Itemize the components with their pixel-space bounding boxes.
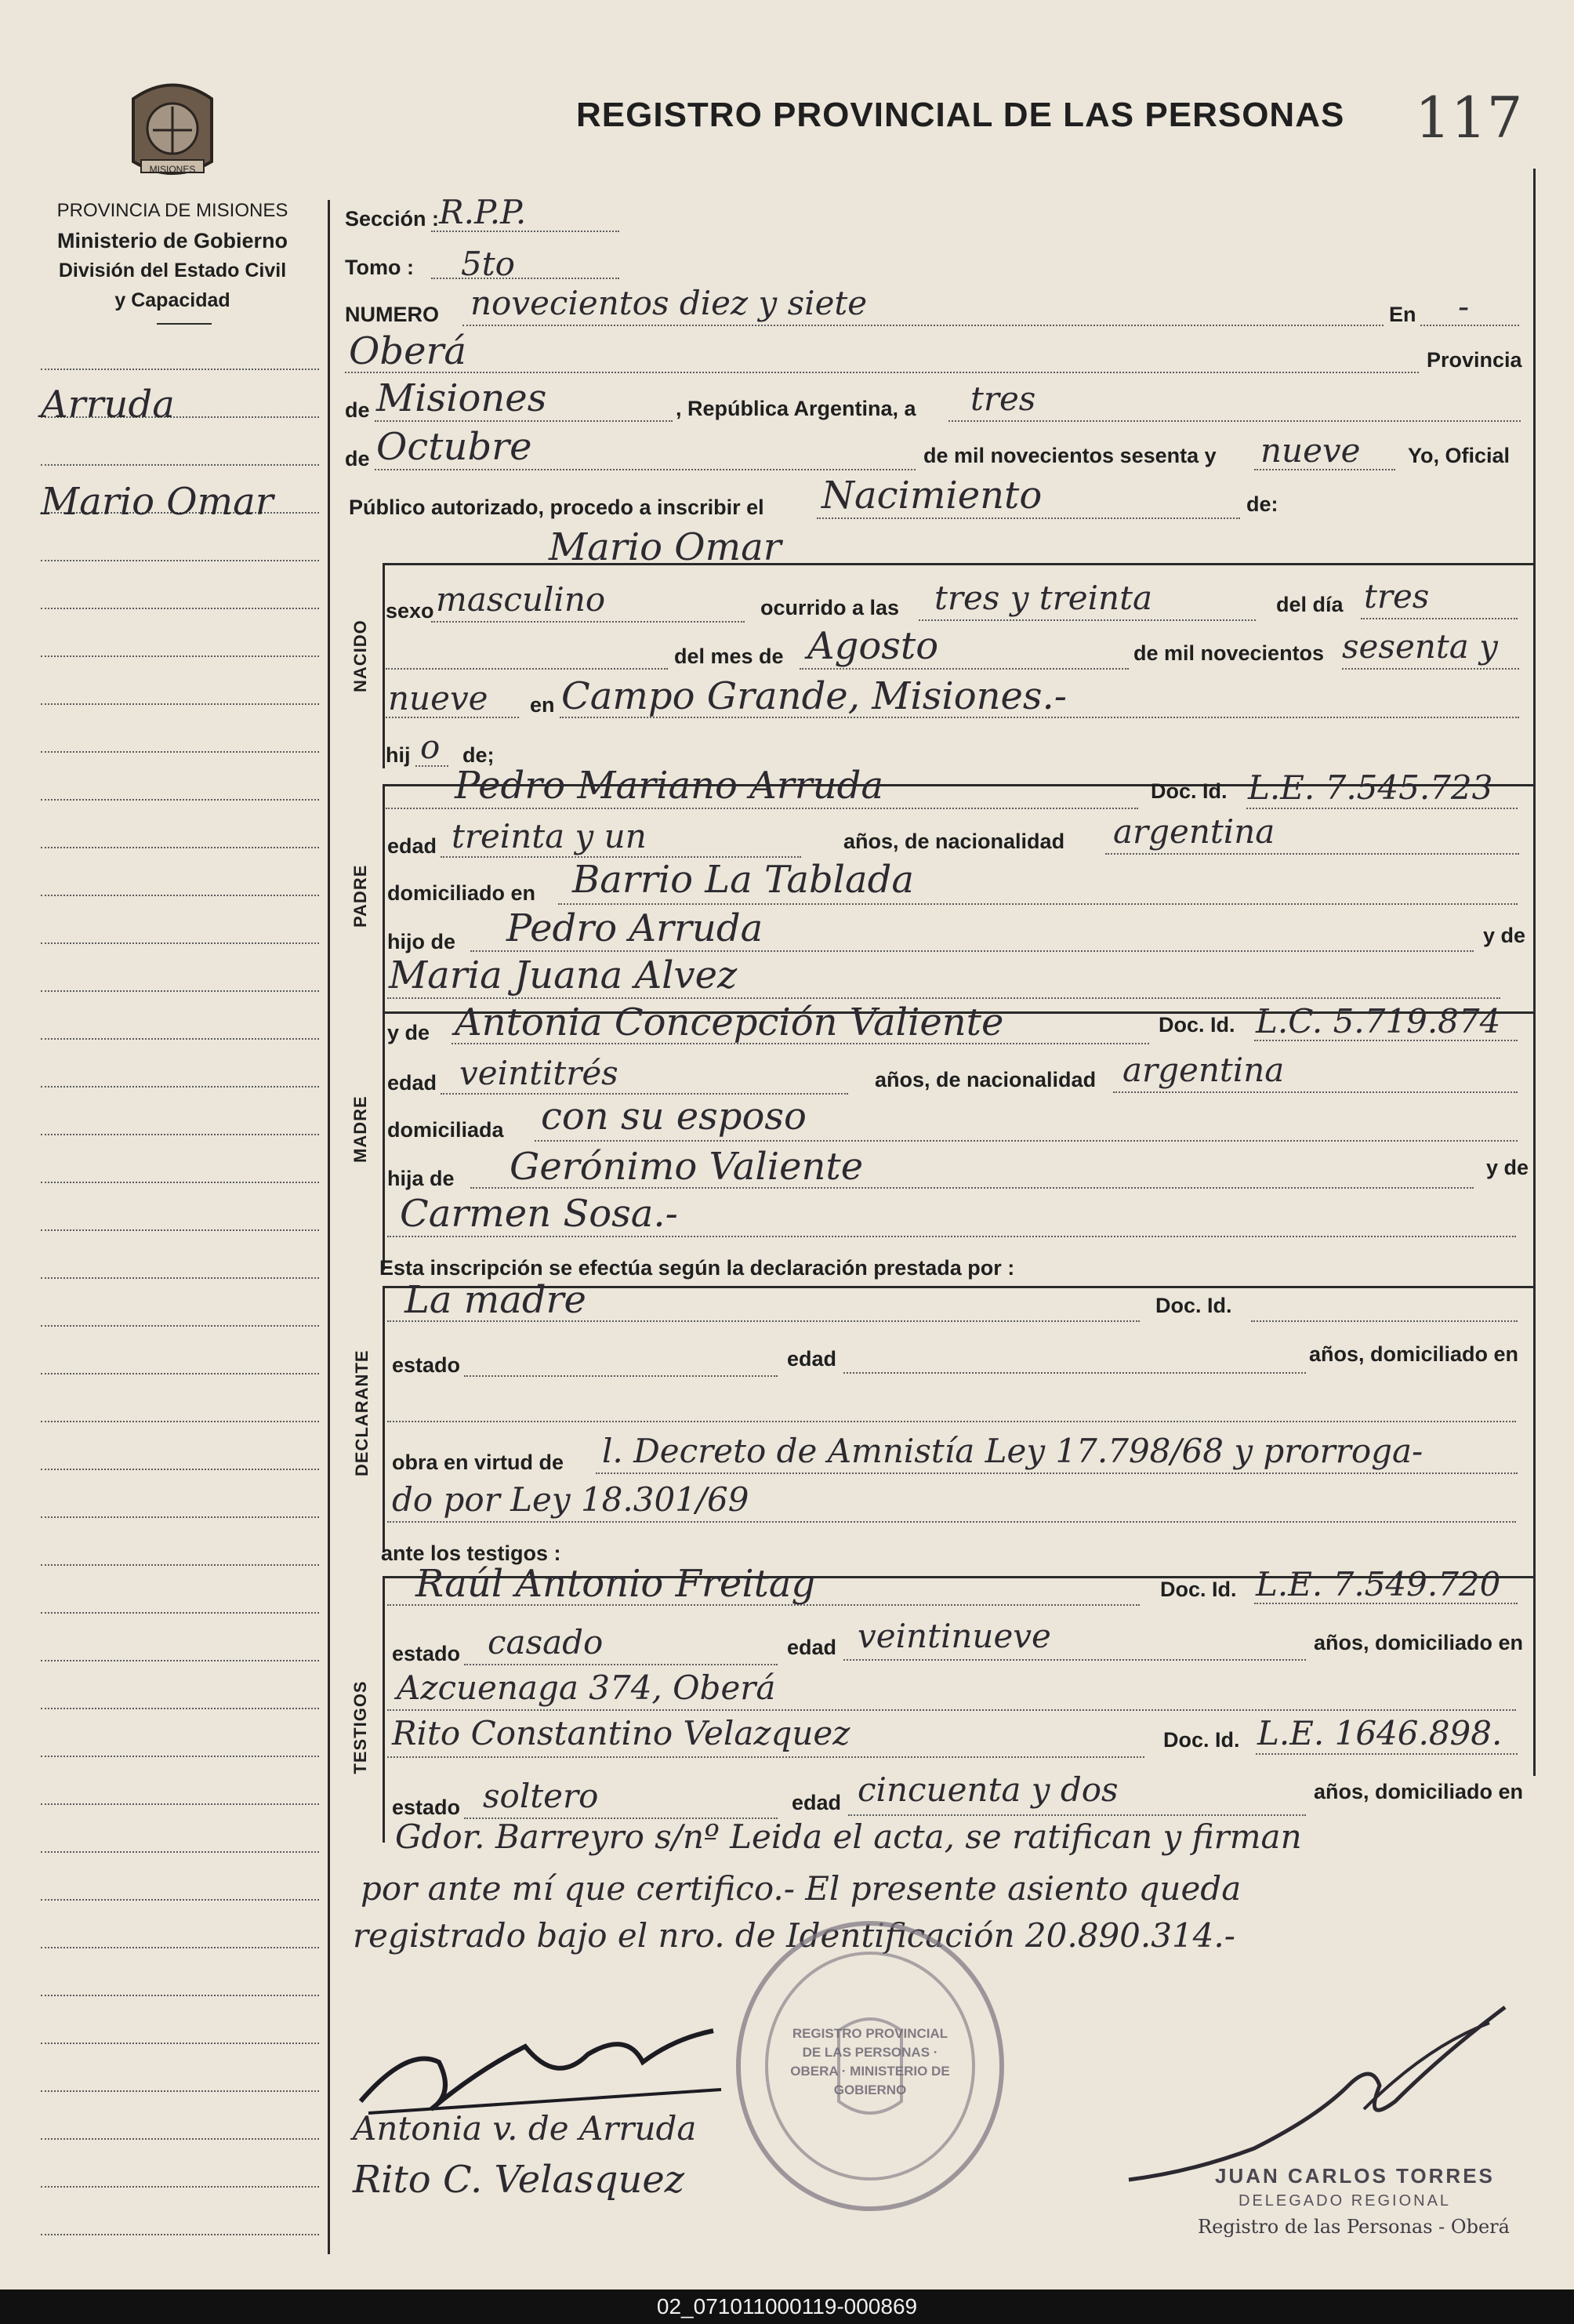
de-mil-label: de mil novecientos sesenta y: [923, 444, 1217, 467]
hijo-tipo-value: o: [420, 728, 441, 766]
margin-dotted-line: [41, 1708, 319, 1709]
del-mes-label: del mes de: [674, 645, 784, 668]
margin-dotted-line: [41, 2043, 319, 2044]
margin-dotted-line: [41, 1325, 319, 1327]
anio-nac-1-value: sesenta y: [1342, 627, 1498, 666]
margin-dotted-line: [41, 1373, 319, 1374]
padre-hijo-de-label: hijo de: [387, 930, 455, 953]
madre-dom-value: con su esposo: [541, 1095, 807, 1138]
padre-y-de-label: y de: [1483, 924, 1526, 947]
nombre-value: Mario Omar: [549, 525, 782, 569]
republica-label: , República Argentina, a: [676, 397, 916, 420]
abuelo-paterno-value: Pedro Arruda: [506, 906, 763, 950]
madre-anos-label: años, de nacionalidad: [875, 1068, 1097, 1091]
official-role: DELEGADO REGIONAL: [1239, 2192, 1452, 2210]
madre-dom-label: domiciliada: [387, 1118, 504, 1142]
margin-dotted-line: [41, 751, 319, 753]
page-title: REGISTRO PROVINCIAL DE LAS PERSONAS: [576, 96, 1345, 134]
testigo2-edad-label: edad: [792, 1791, 842, 1814]
margin-given-names: Mario Omar: [41, 480, 274, 524]
del-dia-label: del día: [1276, 593, 1344, 616]
tomo-value: 5to: [461, 245, 515, 283]
localidad-value: Oberá: [349, 329, 467, 373]
testigo2-estado-value: soltero: [483, 1777, 599, 1815]
institution-line4: y Capacidad: [114, 289, 230, 311]
image-id-footer: 02_071011000119-000869: [0, 2290, 1574, 2324]
margin-dotted-line: [41, 895, 319, 896]
anio-value: nueve: [1260, 431, 1361, 470]
padre-anos-label: años, de nacionalidad: [843, 830, 1065, 853]
testigo2-doc-value: L.E. 1646.898.: [1257, 1714, 1503, 1752]
acto-value: Nacimiento: [821, 474, 1043, 517]
margin-dotted-line: [41, 942, 319, 944]
de-mil-nov-label: de mil novecientos: [1133, 641, 1325, 665]
tomo-label: Tomo :: [345, 256, 414, 279]
padre-label: PADRE: [350, 864, 370, 928]
margin-dotted-line: [41, 1038, 319, 1040]
obra-label: obra en virtud de: [392, 1451, 564, 1474]
margin-dotted-line: [41, 2234, 319, 2235]
testigo1-estado-value: casado: [488, 1623, 604, 1661]
margin-dotted-line: [41, 703, 319, 705]
testigo1-dom-value: Azcuenaga 374, Oberá: [397, 1669, 776, 1707]
testigo1-edad-value: veintinueve: [858, 1617, 1051, 1655]
margin-dotted-line: [41, 1995, 319, 1996]
margin-dotted-line: [41, 1851, 319, 1853]
ocurrido-label: ocurrido a las: [760, 596, 900, 619]
mes-nac-value: Agosto: [807, 624, 939, 668]
sexo-value: masculino: [436, 580, 606, 619]
seccion-value: R.P.P.: [439, 193, 527, 231]
madre-hija-de-label: hija de: [387, 1167, 455, 1190]
dia-value: tres: [970, 379, 1036, 418]
margin-dotted-line: [41, 1421, 319, 1422]
provincia-value: Misiones: [376, 376, 547, 420]
padre-doc-label: Doc. Id.: [1151, 779, 1228, 803]
institution-line1: PROVINCIA DE MISIONES: [56, 200, 288, 221]
margin-dotted-line: [41, 1899, 319, 1901]
declarante-doc-label: Doc. Id.: [1155, 1294, 1232, 1317]
hora-value: tres y treinta: [934, 579, 1153, 617]
lugar-nac-value: Campo Grande, Misiones.-: [561, 674, 1068, 718]
numero-value: novecientos diez y siete: [470, 284, 868, 322]
seccion-label: Sección :: [345, 207, 440, 231]
margin-dotted-line: [41, 1277, 319, 1279]
ante-label: ante los testigos :: [381, 1541, 561, 1565]
testigo2-estado-label: estado: [392, 1796, 461, 1819]
margin-dotted-line: [41, 560, 319, 561]
padre-dom-label: domiciliado en: [387, 881, 536, 905]
testigo2-anos-label: años, domiciliado en: [1314, 1780, 1524, 1803]
padre-nombre-value: Pedro Mariano Arruda: [455, 764, 883, 808]
numero-label: NUMERO: [345, 303, 439, 326]
madre-edad-label: edad: [387, 1071, 437, 1095]
official-office: Registro de las Personas - Oberá: [1198, 2216, 1510, 2238]
abuela-paterna-value: Maria Juana Alvez: [389, 953, 738, 997]
padre-edad-value: treinta y un: [452, 817, 647, 855]
en2-label: en: [530, 693, 555, 717]
margin-dotted-line: [41, 1182, 319, 1183]
testigo1-estado-label: estado: [392, 1642, 461, 1665]
nacido-side-rule: [383, 563, 385, 768]
madre-y-de2-label: y de: [1486, 1156, 1529, 1179]
institution-block: [16, 196, 329, 315]
margin-dotted-line: [41, 655, 319, 657]
testigos-side-rule: [383, 1576, 385, 1843]
margin-dotted-line: [41, 1947, 319, 1948]
signature-arruda: Antonia v. de Arruda: [353, 2109, 697, 2148]
testigo1-anos-label: años, domiciliado en: [1314, 1631, 1524, 1654]
declarante-value: La madre: [404, 1278, 586, 1322]
padre-side-rule: [383, 784, 385, 1011]
declarante-estado-label: estado: [392, 1353, 461, 1377]
seal-text: MISIONES: [149, 164, 196, 175]
padre-edad-label: edad: [387, 834, 437, 858]
page-number: 117: [1415, 85, 1523, 151]
mes-value: Octubre: [376, 425, 532, 469]
madre-doc-label: Doc. Id.: [1159, 1013, 1235, 1037]
testigo2-doc-label: Doc. Id.: [1163, 1728, 1240, 1752]
margin-dotted-line: [41, 1469, 319, 1470]
margin-dotted-line: [41, 2090, 319, 2092]
madre-nac-value: argentina: [1122, 1051, 1285, 1089]
dia-nac-value: tres: [1364, 577, 1430, 615]
madre-y-de-label: y de: [387, 1021, 430, 1044]
sexo-label: sexo: [386, 599, 434, 623]
de-label: de: [345, 398, 370, 422]
left-margin-rule: [328, 200, 330, 2254]
nota-line-2: registrado bajo el nro. de Identificación 20.890.314.-: [353, 1916, 1235, 1955]
obra-value-1: l. Decreto de Amnistía Ley 17.798/68 y prorroga-: [602, 1432, 1423, 1470]
de2-label: de: [345, 447, 370, 470]
obra-value-2: do por Ley 18.301/69: [392, 1480, 749, 1519]
institution-line3: División del Estado Civil: [58, 260, 287, 281]
madre-side-rule: [383, 1011, 385, 1270]
signature-velasquez: Rito C. Velasquez: [353, 2158, 685, 2202]
provincia-label: Provincia: [1427, 348, 1522, 372]
round-stamp-text: REGISTRO PROVINCIAL DE LAS PERSONAS · OBERA · MINISTERIO DE GOBIERNO: [790, 2026, 950, 2097]
margin-dotted-line: [41, 1803, 319, 1805]
margin-dotted-line: [41, 2138, 319, 2140]
testigo1-doc-value: L.E. 7.549.720: [1256, 1565, 1501, 1603]
testigo2-edad-value: cincuenta y dos: [858, 1770, 1119, 1809]
margin-dotted-line: [41, 1516, 319, 1518]
padre-nac-value: argentina: [1113, 812, 1275, 851]
de-semi-label: de;: [462, 743, 495, 767]
hijo-label: hij: [386, 743, 411, 767]
margin-dotted-line: [41, 1086, 319, 1088]
abuela-materna-value: Carmen Sosa.-: [400, 1192, 678, 1236]
madre-nombre-value: Antonia Concepción Valiente: [455, 1000, 1004, 1044]
testigos-label: TESTIGOS: [350, 1680, 370, 1774]
margin-dotted-line: [41, 799, 319, 801]
margin-dotted-line: [41, 1564, 319, 1566]
anio-nac-2-value: nueve: [388, 679, 488, 717]
yo-oficial-label: Yo, Oficial: [1408, 444, 1511, 467]
nacido-label: NACIDO: [350, 619, 370, 692]
en-label: En: [1389, 303, 1416, 326]
en-value: -: [1458, 287, 1470, 325]
abuelo-materno-value: Gerónimo Valiente: [510, 1145, 864, 1189]
margin-dotted-line: [41, 1612, 319, 1614]
margin-dotted-line: [41, 464, 319, 466]
declarante-edad-label: edad: [787, 1347, 837, 1371]
declaracion-label: Esta inscripción se efectúa según la declaración prestada por :: [379, 1256, 1015, 1280]
de-colon-label: de:: [1246, 492, 1278, 516]
margin-dotted-line: [41, 369, 319, 370]
institution-divider: [157, 323, 212, 325]
padre-doc-value: L.E. 7.545.723: [1248, 768, 1493, 807]
testigo1-nombre-value: Raúl Antonio Freitag: [415, 1562, 816, 1606]
testigo2-dom-value: Gdor. Barreyro s/nº Leida el acta, se ratifican y firman: [395, 1817, 1302, 1856]
testigo2-nombre-value: Rito Constantino Velazquez: [392, 1714, 850, 1752]
declarante-label: DECLARANTE: [352, 1349, 372, 1476]
declarante-side-rule: [383, 1286, 385, 1552]
madre-label: MADRE: [350, 1095, 370, 1163]
right-margin-rule: [1533, 169, 1536, 1776]
nota-line-1: por ante mí que certifico.- El presente asiento queda: [361, 1869, 1242, 1908]
signature-freitag: [345, 2015, 753, 2125]
margin-dotted-line: [41, 1134, 319, 1135]
madre-doc-value: L.C. 5.719.874: [1256, 1002, 1501, 1040]
margin-dotted-line: [41, 1756, 319, 1757]
testigo1-edad-label: edad: [787, 1636, 837, 1659]
margin-dotted-line: [41, 608, 319, 609]
margin-dotted-line: [41, 2186, 319, 2188]
padre-dom-value: Barrio La Tablada: [572, 858, 914, 902]
testigo1-doc-label: Doc. Id.: [1160, 1578, 1237, 1601]
margin-surname: Arruda: [41, 383, 175, 427]
official-name: JUAN CARLOS TORRES: [1215, 2164, 1495, 2188]
institution-line2: Ministerio de Gobierno: [56, 229, 288, 252]
margin-dotted-line: [41, 1660, 319, 1661]
margin-dotted-line: [41, 1229, 319, 1231]
madre-edad-value: veintitrés: [459, 1054, 618, 1092]
publico-label: Público autorizado, procedo a inscribir el: [349, 496, 764, 519]
margin-dotted-line: [41, 847, 319, 848]
margin-dotted-line: [41, 990, 319, 992]
declarante-anos-label: años, domiciliado en: [1309, 1342, 1519, 1366]
